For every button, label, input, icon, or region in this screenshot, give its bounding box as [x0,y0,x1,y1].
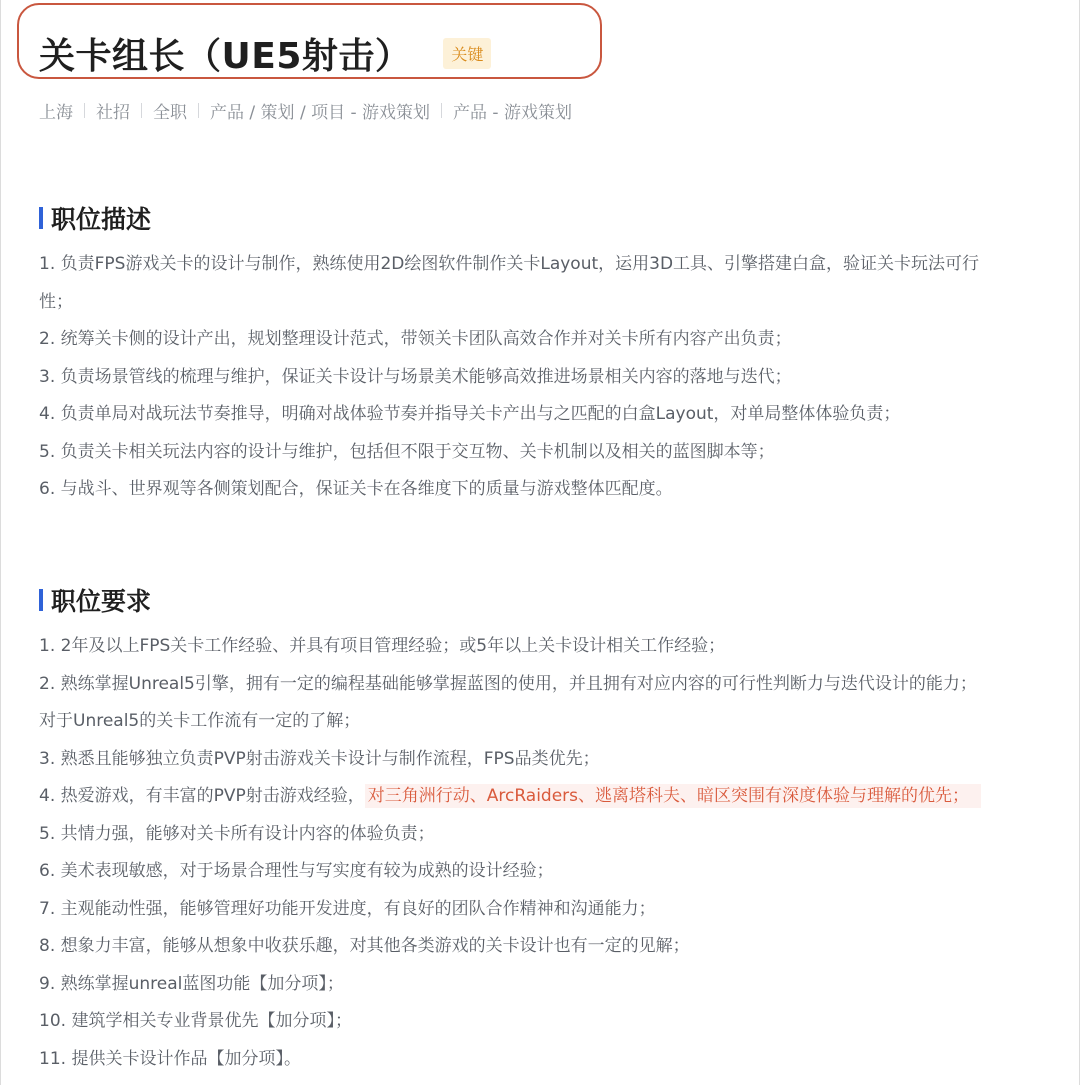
meta-divider [84,103,85,118]
requirements-heading-text: 职位要求 [51,587,152,616]
list-item: 7. 主观能动性强，能够管理好功能开发进度，有良好的团队合作精神和沟通能力； [39,898,656,919]
list-item: 11. 提供关卡设计作品【加分项】。 [39,1048,301,1069]
description-list [39,246,1059,509]
list-item: 8. 想象力丰富，能够从想象中收获乐趣，对其他各类游戏的关卡设计也有一定的见解； [39,936,690,956]
list-item-prefix: 4. 热爱游戏，有丰富的PVP射击游戏经验， [39,786,365,806]
list-item: 性； [39,291,73,312]
meta-subcategory: 产品 - 游戏策划 [453,103,572,123]
job-title-row [39,28,491,79]
description-heading [39,200,151,236]
heading-accent-bar [39,589,43,611]
list-item: 2. 统筹关卡侧的设计产出，规划整理设计范式，带领关卡团队高效合作并对关卡所有内容产出负责； [39,329,792,349]
requirements-list [39,628,1059,1078]
list-item: 2. 熟练掌握Unreal5引擎，拥有一定的编程基础能够掌握蓝图的使用，并且拥有对应内容的可行性判断力与迭代设计的能力； [39,673,977,694]
meta-divider [441,103,442,118]
highlighted-text: 对三角洲行动、ArcRaiders、逃离塔科夫、暗区突围有深度体验与理解的优先； [365,784,981,808]
meta-divider [141,103,142,118]
list-item: 3. 熟悉且能够独立负责PVP射击游戏关卡设计与制作流程，FPS品类优先； [39,748,600,769]
list-item: 5. 负责关卡相关玩法内容的设计与维护，包括但不限于交互物、关卡机制以及相关的蓝图脚本等； [39,441,775,462]
list-item: 6. 美术表现敏感，对于场景合理性与写实度有较为成熟的设计经验； [39,861,554,881]
job-title: 关卡组长（UE5射击） [39,36,412,77]
list-item: 10. 建筑学相关专业背景优先【加分项】； [39,1011,352,1031]
description-heading-text: 职位描述 [51,205,152,234]
requirements-heading [39,582,151,618]
list-item: 5. 共情力强，能够对关卡所有设计内容的体验负责； [39,823,435,844]
list-item: 9. 熟练掌握unreal蓝图功能【加分项】； [39,973,344,994]
meta-location: 上海 [39,103,73,123]
list-item: 4. 负责单局对战玩法节奏推导，明确对战体验节奏并指导关卡产出与之匹配的白盒Layout，对单局整体体验负责； [39,404,901,424]
meta-recruit-type: 社招 [96,103,130,123]
list-item: 6. 与战斗、世界观等各侧策划配合，保证关卡在各维度下的质量与游戏整体匹配度。 [39,479,673,499]
meta-divider [198,103,199,118]
list-item-highlighted [39,778,1059,816]
list-item: 1. 2年及以上FPS关卡工作经验、并具有项目管理经验；或5年以上关卡设计相关工作经验； [39,636,726,656]
priority-tag: 关键 [443,38,491,69]
job-meta [39,98,572,123]
list-item: 对于Unreal5的关卡工作流有一定的了解； [39,711,361,731]
heading-accent-bar [39,207,43,229]
meta-category: 产品 / 策划 / 项目 - 游戏策划 [210,103,431,123]
list-item: 3. 负责场景管线的梳理与维护，保证关卡设计与场景美术能够高效推进场景相关内容的落地与迭代； [39,366,792,387]
list-item: 1. 负责FPS游戏关卡的设计与制作，熟练使用2D绘图软件制作关卡Layout，运用3D工具、引擎搭建白盒，验证关卡玩法可行 [39,254,980,274]
meta-employment-type: 全职 [153,103,187,123]
